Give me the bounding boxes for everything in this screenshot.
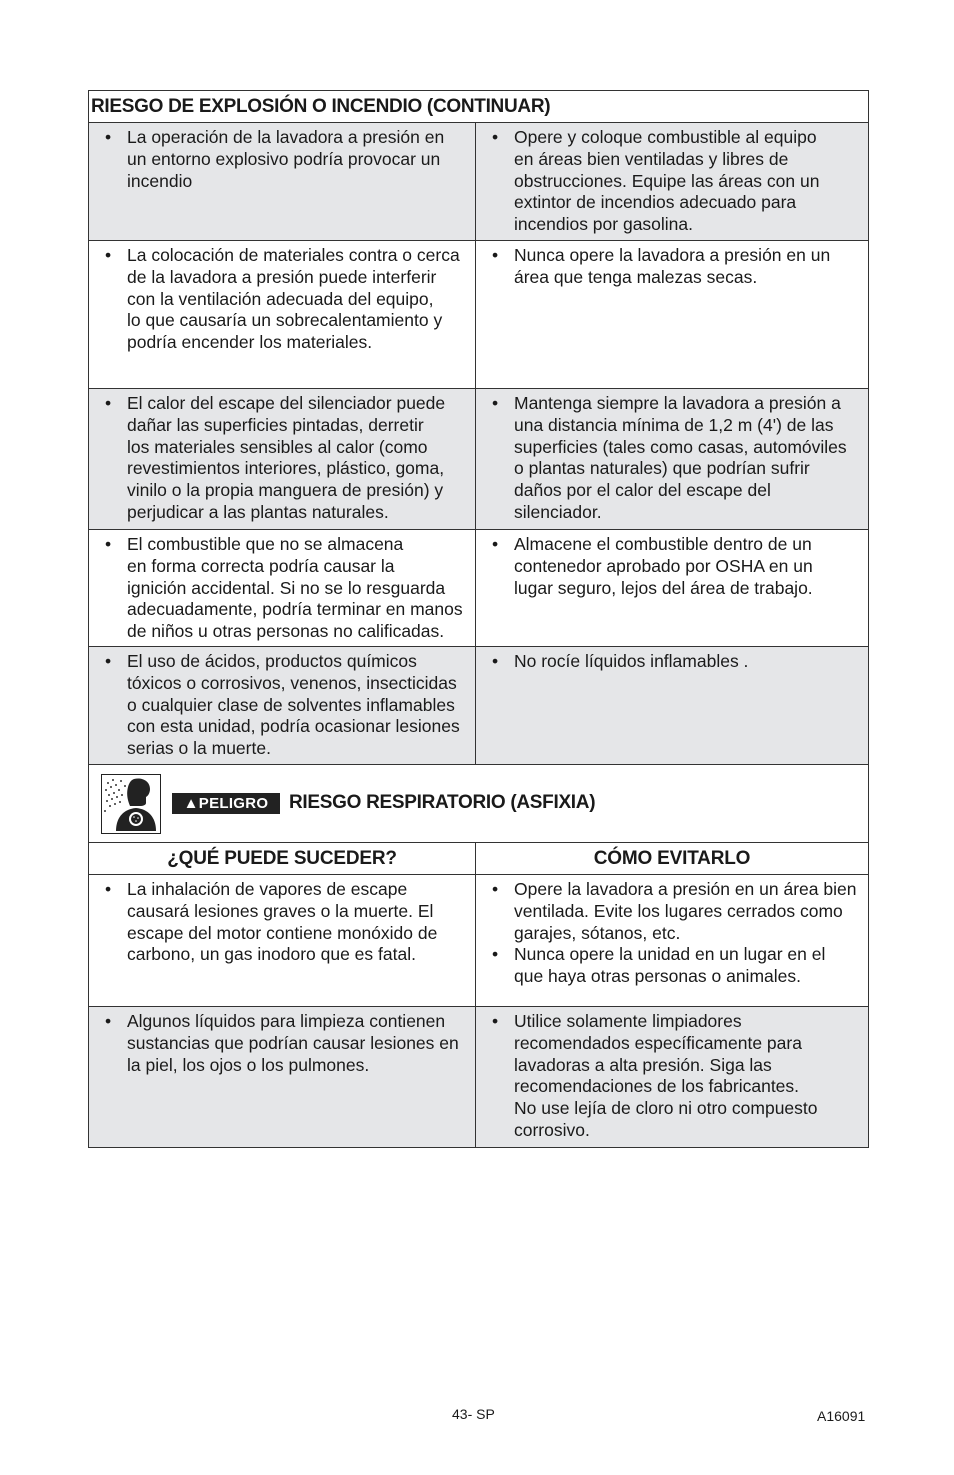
how-to-avoid-cell — [476, 530, 868, 646]
page-number: 43- SP — [452, 1406, 495, 1422]
table-row — [89, 875, 868, 1007]
bullet-text-line: perjudicar a las plantas naturales. — [127, 501, 389, 522]
column-headers — [89, 843, 868, 875]
how-to-avoid-cell — [476, 875, 868, 1006]
bullet-item — [103, 651, 471, 760]
bullet-item — [490, 127, 864, 236]
bullet-item — [103, 393, 471, 524]
how-to-avoid-cell — [476, 241, 868, 388]
bullet-item — [103, 534, 471, 643]
bullet-text-line: de la lavadora a presión puede interferir — [127, 266, 437, 287]
bullet-item — [490, 944, 864, 988]
bullet-text-line: serias o la muerte. — [127, 738, 271, 759]
bullet-text-line: una distancia mínima de 1,2 m (4') de las — [514, 414, 834, 435]
bullet-text-line: • Nunca opere la lavadora a presión en un — [514, 245, 831, 265]
bullet-text-line: • La operación de la lavadora a presión en — [127, 127, 445, 147]
bullet-text-line: con la ventilación adecuada del equipo, — [127, 288, 434, 309]
bullet-text-line: de niños u otras personas no calificadas. — [127, 621, 445, 642]
bullet-text-line: área que tenga malezas secas. — [514, 266, 758, 287]
column-header-how-to-avoid: CÓMO EVITARLO — [593, 848, 751, 869]
bullet-text-line: obstrucciones. Equipe las áreas con un — [514, 170, 820, 191]
respiratory-hazard-icon — [101, 774, 161, 834]
how-to-avoid-cell — [476, 389, 868, 529]
bullet-text-line: • La inhalación de vapores de escape — [127, 879, 408, 899]
hazard-table — [88, 90, 869, 1148]
bullet-text-line: que haya otras personas o animales. — [514, 966, 801, 987]
danger-signal-label: ▲PELIGRO — [172, 793, 280, 814]
section-title-respiratory: RIESGO RESPIRATORIO (ASFIXIA) — [289, 792, 596, 813]
bullet-item — [103, 879, 471, 966]
bullet-text-line: No use lejía de cloro ni otro compuesto — [514, 1098, 818, 1119]
bullet-text-line: o cualquier clase de solventes inflamables — [127, 694, 455, 715]
section-title-explosion: RIESGO DE EXPLOSIÓN O INCENDIO (CONTINUAR) — [89, 91, 868, 123]
bullet-text-line: en forma correcta podría causar la — [127, 555, 395, 576]
bullet-text-line: ventilada. Evite los lugares cerrados como — [514, 900, 843, 921]
bullet-text-line: vinilo o la propia manguera de presión) y — [127, 480, 444, 501]
bullet-item — [490, 879, 864, 944]
bullet-text-line: lugar seguro, lejos del área de trabajo. — [514, 577, 813, 598]
bullet-text-line: contenedor aprobado por OSHA en un — [514, 555, 813, 576]
bullet-text-line: revestimientos interiores, plástico, goma, — [127, 458, 445, 479]
bullet-text-line: • El uso de ácidos, productos químicos — [127, 651, 417, 671]
table-row — [89, 123, 868, 241]
bullet-item — [490, 245, 864, 289]
bullet-text-line: • No rocíe líquidos inflamables . — [514, 651, 749, 671]
bullet-text-line: • La colocación de materiales contra o cerca — [127, 245, 460, 265]
bullet-text-line: carbono, un gas inodoro que es fatal. — [127, 944, 416, 965]
bullet-text-line: en áreas bien ventiladas y libres de — [514, 148, 789, 169]
what-can-happen-cell — [89, 1007, 476, 1147]
bullet-text-line: • Nunca opere la unidad en un lugar en el — [514, 944, 826, 965]
bullet-text-line: adecuadamente, podría terminar en manos — [127, 599, 463, 620]
bullet-text-line: • Opere y coloque combustible al equipo — [514, 127, 817, 147]
bullet-item — [490, 534, 864, 599]
bullet-text-line: ignición accidental. Si no se lo resguarda — [127, 577, 446, 598]
bullet-text-line: • Algunos líquidos para limpieza contienen — [127, 1011, 446, 1031]
bullet-text-line: podría encender los materiales. — [127, 332, 373, 353]
bullet-text-line: • Opere la lavadora a presión en un área bien — [514, 879, 857, 899]
table-row — [89, 241, 868, 389]
bullet-text-line: sustancias que podrían causar lesiones en — [127, 1032, 459, 1053]
bullet-text-line: corrosivo. — [514, 1119, 590, 1140]
bullet-text-line: o plantas naturales) que podrían sufrir — [514, 458, 810, 479]
bullet-item — [103, 1011, 471, 1076]
bullet-text-line: un entorno explosivo podría provocar un — [127, 148, 441, 169]
bullet-item — [103, 127, 471, 192]
warning-triangle-icon: ▲ — [183, 795, 199, 812]
bullet-text-line: dañar las superficies pintadas, derretir — [127, 414, 424, 435]
hazard-header — [89, 765, 868, 843]
bullet-text-line: la piel, los ojos o los pulmones. — [127, 1054, 370, 1075]
what-can-happen-cell — [89, 123, 476, 240]
bullet-text-line: • Almacene el combustible dentro de un — [514, 534, 812, 554]
bullet-text-line: lo que causaría un sobrecalentamiento y — [127, 310, 443, 331]
bullet-item — [490, 651, 864, 673]
bullet-text-line: • El calor del escape del silenciador puede — [127, 393, 446, 413]
table-row — [89, 530, 868, 647]
bullet-item — [490, 1011, 864, 1142]
bullet-text-line: recomendaciones de los fabricantes. — [514, 1076, 800, 1097]
bullet-text-line: lavadoras a alta presión. Siga las — [514, 1054, 772, 1075]
bullet-text-line: • Mantenga siempre la lavadora a presión a — [514, 393, 841, 413]
bullet-text-line: extintor de incendios adecuado para — [514, 192, 797, 213]
bullet-text-line: recomendados específicamente para — [514, 1032, 802, 1053]
how-to-avoid-cell — [476, 1007, 868, 1147]
table-row — [89, 1007, 868, 1147]
what-can-happen-cell — [89, 530, 476, 646]
bullet-item — [103, 245, 471, 354]
bullet-text-line: causará lesiones graves o la muerte. El — [127, 900, 434, 921]
bullet-text-line: escape del motor contiene monóxido de — [127, 922, 438, 943]
table-row — [89, 647, 868, 765]
bullet-text-line: silenciador. — [514, 501, 602, 522]
bullet-text-line: tóxicos o corrosivos, venenos, insecticidas — [127, 672, 457, 693]
bullet-text-line: • Utilice solamente limpiadores — [514, 1011, 742, 1031]
bullet-text-line: incendios por gasolina. — [514, 214, 694, 235]
bullet-text-line: los materiales sensibles al calor (como — [127, 436, 428, 457]
what-can-happen-cell — [89, 389, 476, 529]
what-can-happen-cell — [89, 241, 476, 388]
what-can-happen-cell — [89, 647, 476, 764]
table-row — [89, 389, 868, 530]
bullet-text-line: • El combustible que no se almacena — [127, 534, 404, 554]
bullet-text-line: incendio — [127, 170, 193, 191]
document-code: A16091 — [817, 1408, 866, 1424]
how-to-avoid-cell — [476, 647, 868, 764]
what-can-happen-cell — [89, 875, 476, 1006]
bullet-item — [490, 393, 864, 524]
column-header-what-can-happen: ¿QUÉ PUEDE SUCEDER? — [89, 843, 476, 874]
bullet-text-line: superficies (tales como casas, automóviles — [514, 436, 847, 457]
how-to-avoid-cell — [476, 123, 868, 240]
bullet-text-line: garajes, sótanos, etc. — [514, 922, 681, 943]
bullet-text-line: con esta unidad, podría ocasionar lesiones — [127, 716, 460, 737]
bullet-text-line: daños por el calor del escape del — [514, 480, 771, 501]
